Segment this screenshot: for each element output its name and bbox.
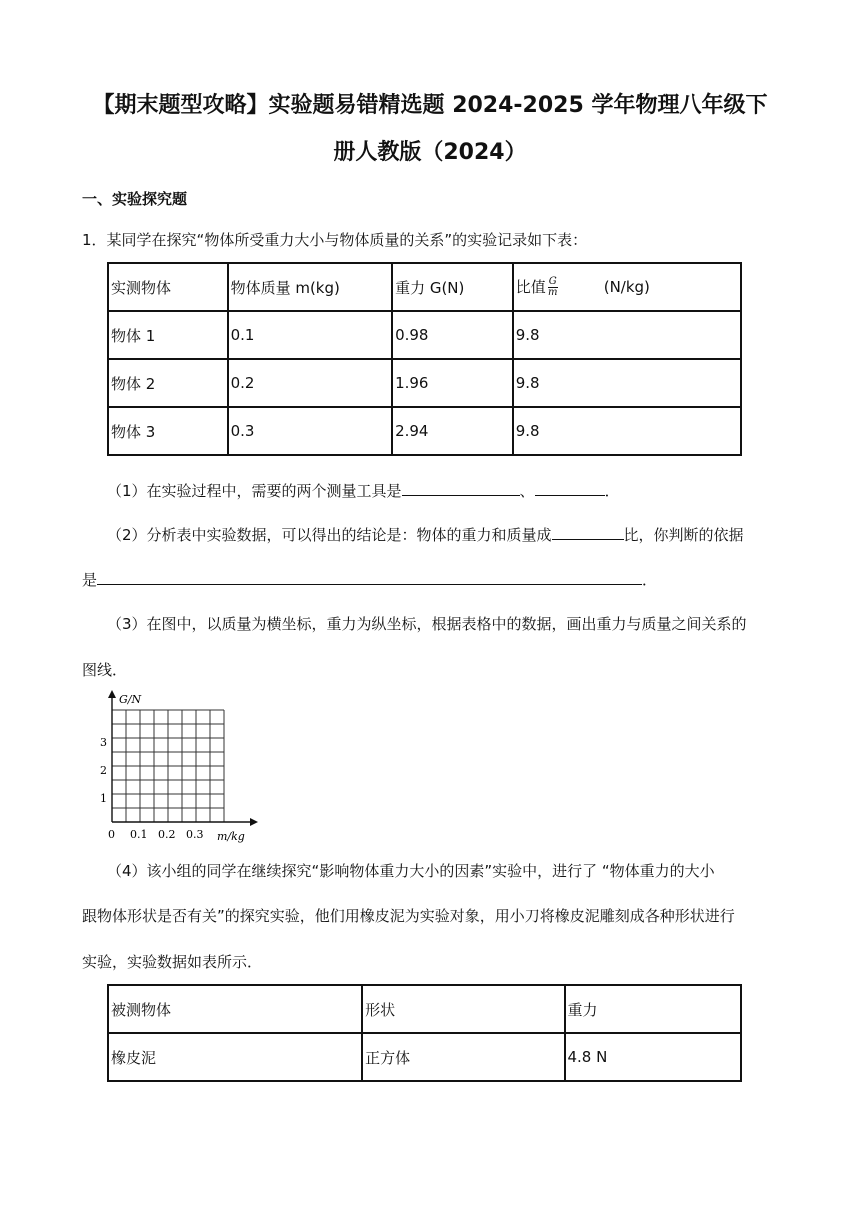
table-cell: 9.8 [513,311,741,359]
table-cell: 9.8 [513,359,741,407]
subquestion-1-text: （1）在实验过程中，需要的两个测量工具是 [107,482,402,500]
y-tick-label: 1 [100,792,107,805]
table-cell: 物体 2 [108,359,228,407]
y-axis-arrow [108,690,116,698]
table-row [108,311,741,359]
subquestion-1 [107,481,620,500]
table-row [108,1033,741,1081]
table-cell: 0.3 [228,407,393,455]
answer-blank[interactable] [535,481,605,496]
ratio-label: 比值 [515,278,546,296]
table-cell: 正方体 [362,1033,564,1081]
ratio-fraction [548,277,558,298]
x-axis-label: m/kg [217,830,245,843]
ratio-unit: (N/kg) [603,278,650,296]
subquestion-4-line-3: 实验，实验数据如表所示． [82,953,263,971]
subquestion-2 [107,525,744,544]
table-cell: 9.8 [513,407,741,455]
table-cell: 4.8 N [565,1033,742,1081]
subquestion-2-text-c: 是 [82,571,98,589]
table-header-cell: 重力 [565,985,742,1033]
answer-blank[interactable] [552,525,624,540]
subquestion-3-line-1: （3）在图中，以质量为横坐标，重力为纵坐标，根据表格中的数据，画出重力与质量之间关系的 [107,615,747,633]
coordinate-grid[interactable] [92,688,262,848]
table-header-row [108,263,741,311]
table-header-row [108,985,741,1033]
table-row [108,359,741,407]
table-row [108,407,741,455]
table-cell: 0.1 [228,311,393,359]
table-cell: 物体 1 [108,311,228,359]
subquestion-3-line-2: 图线． [82,661,128,679]
fraction-numerator: G [548,276,557,287]
subquestion-2-continued [82,570,657,589]
table-header-cell: 实测物体 [108,263,228,311]
x-tick-label: 0.1 [130,828,148,841]
section-heading: 一、实验探究题 [82,190,188,208]
table-cell: 0.98 [392,311,513,359]
y-tick-label: 3 [100,736,107,749]
x-axis-arrow [250,818,258,826]
y-tick-label: 2 [100,764,107,777]
table-header-cell: 物体质量 m(kg) [228,263,393,311]
page-title-line-2: 册人教版（2024） [333,140,527,165]
data-table-2 [107,984,742,1082]
table-cell: 1.96 [392,359,513,407]
subquestion-2-text-a: （2）分析表中实验数据，可以得出的结论是：物体的重力和质量成 [107,526,552,544]
table-cell: 0.2 [228,359,393,407]
table-header-cell: 被测物体 [108,985,362,1033]
x-tick-label: 0.3 [186,828,204,841]
fraction-denominator: m [547,287,558,298]
question-intro: 1．某同学在探究“物体所受重力大小与物体质量的关系”的实验记录如下表： [82,231,588,249]
subquestion-4-line-1: （4）该小组的同学在继续探究“影响物体重力大小的因素”实验中，进行了 “物体重力的大小 [107,862,715,880]
table-header-ratio-cell [513,263,741,311]
table-cell: 物体 3 [108,407,228,455]
subquestion-4-line-2: 跟物体形状是否有关”的探究实验，他们用橡皮泥为实验对象，用小刀将橡皮泥雕刻成各种形状进行 [82,907,735,925]
table-cell: 橡皮泥 [108,1033,362,1081]
sentence-end: ． [604,482,620,500]
data-table-1 [107,262,742,456]
page-title-line-1: 【期末题型攻略】实验题易错精选题 2024-2025 学年物理八年级下 [92,93,768,118]
separator: 、 [519,482,535,500]
table-header-cell: 形状 [362,985,564,1033]
x-tick-label: 0.2 [158,828,176,841]
sentence-end: ． [642,571,658,589]
answer-blank[interactable] [402,481,520,496]
answer-blank[interactable] [97,570,642,585]
y-axis-label: G/N [119,693,142,706]
grid-lines [112,710,224,822]
table-header-cell: 重力 G(N) [392,263,513,311]
x-tick-label: 0 [108,828,115,841]
table-cell: 2.94 [392,407,513,455]
subquestion-2-text-b: 比，你判断的依据 [623,526,744,544]
